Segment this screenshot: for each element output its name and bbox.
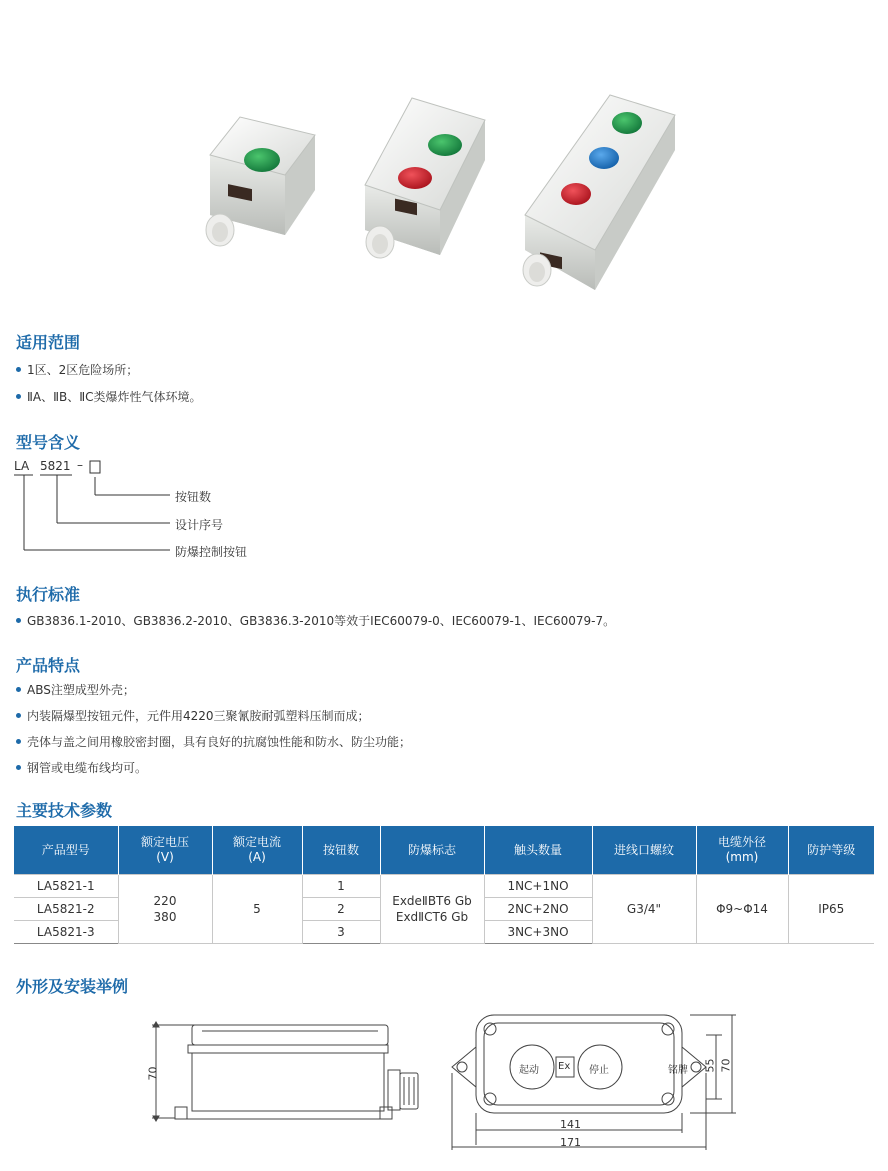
scope-heading: 适用范围 — [16, 333, 81, 352]
side-view-drawing — [140, 1015, 440, 1130]
col-header: 额定电压 (V) — [118, 826, 212, 875]
cell-model: LA5821-3 — [14, 921, 118, 944]
col-header: 产品型号 — [14, 826, 118, 875]
bullet-icon — [16, 739, 21, 744]
model-code-dash: – — [77, 458, 83, 472]
single-button-box-image — [206, 117, 315, 246]
model-code-number: 5821 — [40, 459, 71, 473]
cell-model: LA5821-1 — [14, 875, 118, 898]
table-row — [14, 875, 874, 898]
cell-protection: IP65 — [788, 875, 874, 944]
standard-item: GB3836.1-2010、GB3836.2-2010、GB3836.3-2010等效于IEC60079-0、IEC60079-1、IEC60079-7。 — [16, 612, 615, 629]
scope-item: 1区、2区危险场所； — [16, 361, 138, 378]
cell-buttons: 1 — [302, 875, 380, 898]
bullet-icon — [16, 367, 21, 372]
drawing-heading: 外形及安装举例 — [16, 977, 129, 996]
stop-button-label: 停止 — [589, 1065, 609, 1076]
ex-symbol-label: Ex — [558, 1061, 571, 1072]
bullet-icon — [16, 618, 21, 623]
cell-buttons: 3 — [302, 921, 380, 944]
table-header-row — [14, 826, 874, 875]
model-label-buttons: 按钮数 — [175, 490, 212, 504]
bullet-icon — [16, 765, 21, 770]
dim-side-height: 70 — [146, 1066, 160, 1081]
model-heading: 型号含义 — [16, 433, 81, 452]
standard-heading: 执行标准 — [16, 585, 81, 604]
col-header: 额定电流 (A) — [212, 826, 302, 875]
dim-70: 70 — [719, 1058, 733, 1073]
feature-item: 钢管或电缆布线均可。 — [16, 759, 147, 776]
col-header: 按钮数 — [302, 826, 380, 875]
feature-item: ABS注塑成型外壳； — [16, 681, 135, 698]
model-code-la: LA — [14, 459, 30, 473]
model-code-diagram — [0, 455, 190, 565]
cell-buttons: 2 — [302, 898, 380, 921]
spec-table — [14, 826, 874, 944]
params-heading: 主要技术参数 — [16, 801, 113, 820]
start-button-label: 起动 — [519, 1065, 539, 1076]
dim-55: 55 — [703, 1058, 717, 1073]
cell-ex-mark: ExdeⅡBT6 Gb ExdⅡCT6 Gb — [380, 875, 484, 944]
dim-141: 141 — [560, 1118, 581, 1131]
dim-171: 171 — [560, 1136, 581, 1149]
cell-contacts: 1NC+1NO — [484, 875, 592, 898]
nameplate-label: 铭牌 — [668, 1065, 688, 1076]
col-header: 防护等级 — [788, 826, 874, 875]
bullet-icon — [16, 713, 21, 718]
col-header: 防爆标志 — [380, 826, 484, 875]
bullet-icon — [16, 687, 21, 692]
features-heading: 产品特点 — [16, 656, 81, 675]
cell-voltage: 220 380 — [118, 875, 212, 944]
col-header: 电缆外径 (mm) — [696, 826, 788, 875]
bullet-icon — [16, 394, 21, 399]
cell-model: LA5821-2 — [14, 898, 118, 921]
feature-item: 内装隔爆型按钮元件，元件用4220三聚氰胺耐弧塑料压制而成； — [16, 707, 370, 724]
model-label-type: 防爆控制按钮 — [175, 545, 248, 559]
col-header: 触头数量 — [484, 826, 592, 875]
model-label-design: 设计序号 — [175, 518, 224, 532]
cell-contacts: 3NC+3NO — [484, 921, 592, 944]
cell-current: 5 — [212, 875, 302, 944]
scope-item: ⅡA、ⅡB、ⅡC类爆炸性气体环境。 — [16, 388, 202, 405]
feature-item: 壳体与盖之间用橡胶密封圈，具有良好的抗腐蚀性能和防水、防尘功能； — [16, 733, 411, 750]
triple-button-box-image — [523, 95, 675, 290]
top-view-drawing — [440, 1005, 750, 1155]
cell-cable: Φ9~Φ14 — [696, 875, 788, 944]
product-photo — [190, 90, 690, 305]
col-header: 进线口螺纹 — [592, 826, 696, 875]
cell-contacts: 2NC+2NO — [484, 898, 592, 921]
cell-thread: G3/4" — [592, 875, 696, 944]
double-button-box-image — [365, 98, 485, 258]
